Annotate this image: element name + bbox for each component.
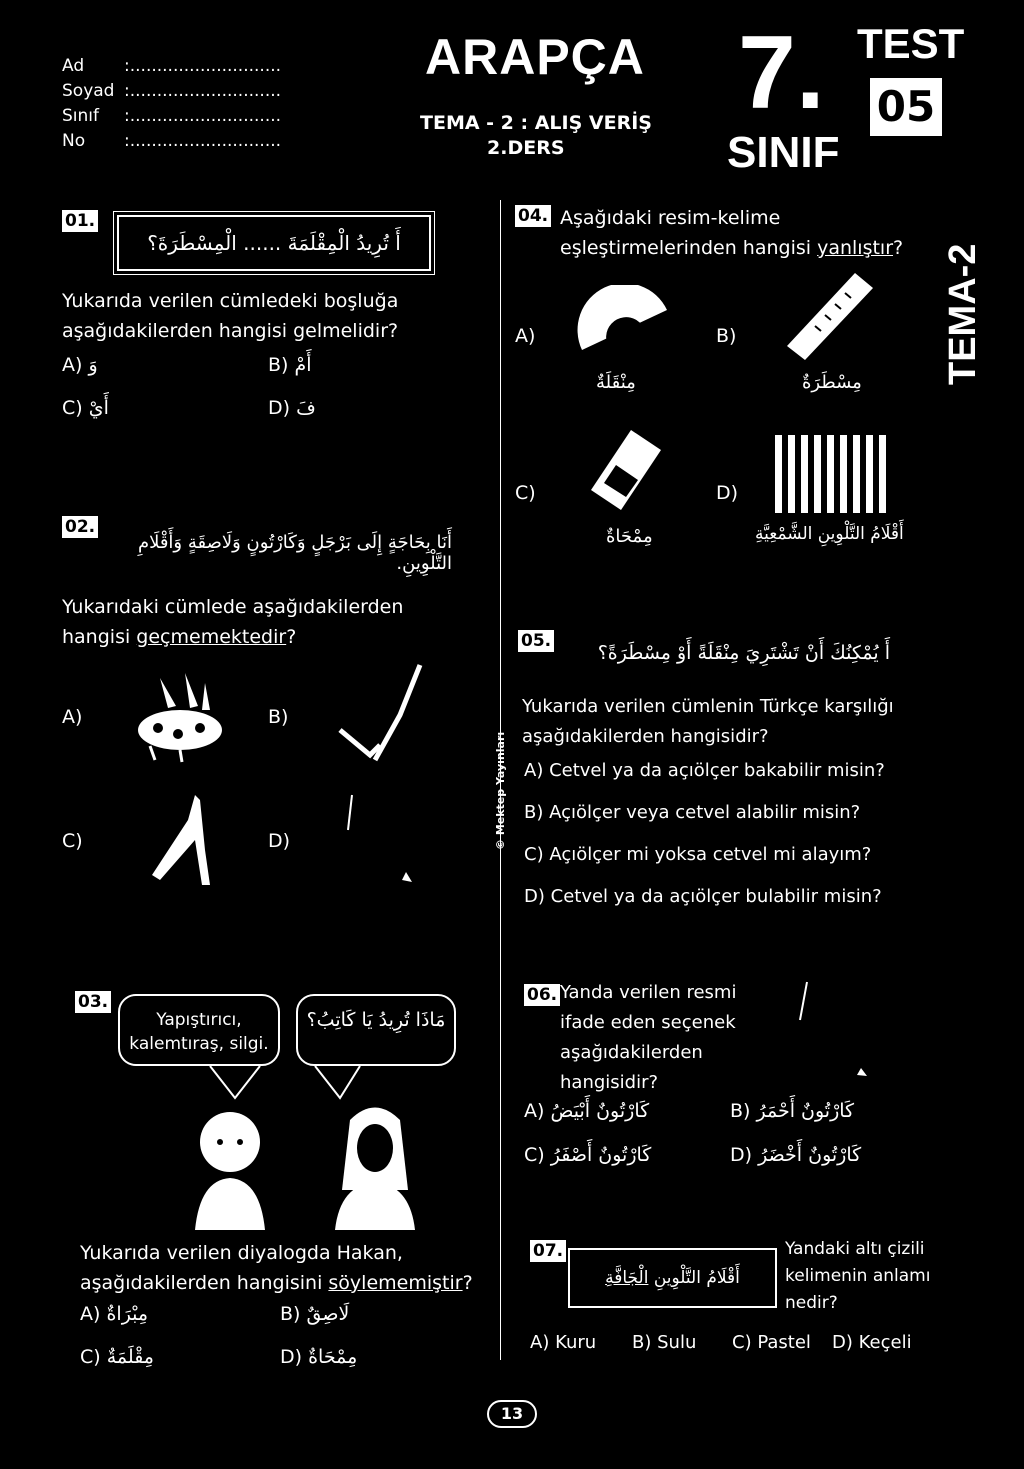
q3-label: 03.	[75, 991, 111, 1013]
field-row: Sınıf :............................	[62, 106, 282, 126]
q6-option-b[interactable]: B) كَارْتُونٌ أَحْمَرُ	[730, 1100, 855, 1122]
q5-option-b[interactable]: B) Açıölçer veya cetvel alabilir misin?	[524, 802, 861, 823]
paint-palette-icon	[130, 668, 230, 763]
compass-icon	[330, 660, 430, 770]
page-number: 13	[487, 1400, 537, 1428]
q1-arabic-box	[117, 215, 431, 271]
cardboard-icon	[140, 790, 220, 890]
test-number: 05	[876, 82, 936, 131]
speech-tails	[200, 1066, 380, 1102]
field-row: No :............................	[62, 131, 282, 151]
q3-option-d[interactable]: D) مِمْحَاةٌ	[280, 1346, 358, 1368]
grade-word: SINIF	[727, 128, 840, 177]
grade-number: 7.	[738, 15, 825, 131]
publisher-mark: © Mektep Yayınları	[494, 731, 507, 850]
q4-option-b-word: مِسْطَرَةٌ	[802, 372, 862, 393]
crayons-icon	[770, 425, 895, 515]
q7-arabic-phrase: أَقْلَامُ التَّلْوِينِ الْجَافَّةِ	[605, 1268, 740, 1288]
q7-label: 07.	[530, 1240, 566, 1262]
glue-stick-icon	[340, 790, 420, 890]
q2-option-c[interactable]: C)	[62, 830, 83, 852]
q1-option-c[interactable]: C) أَيْ	[62, 397, 109, 419]
q1-option-b[interactable]: B) أَمْ	[268, 354, 312, 376]
q7-option-a[interactable]: A) Kuru	[530, 1332, 597, 1353]
q7-option-c[interactable]: C) Pastel	[732, 1332, 811, 1353]
q3-question-text: Yukarıda verilen diyalogda Hakan, aşağıdakilerden hangisini söylememiştir?	[80, 1242, 473, 1294]
q6-option-d[interactable]: D) كَارْتُونٌ أَخْضَرُ	[730, 1144, 862, 1166]
q4-option-a-word: مِنْقَلَةٌ	[596, 372, 636, 393]
q5-option-d[interactable]: D) Cetvel ya da açıölçer bulabilir misin?	[524, 886, 882, 907]
q4-label: 04.	[515, 205, 551, 227]
q2-label: 02.	[62, 516, 98, 538]
subject-title: ARAPÇA	[425, 29, 645, 85]
q4-option-b[interactable]: B)	[716, 325, 737, 347]
field-row: Soyad :............................	[62, 81, 282, 101]
q6-question-text: Yanda verilen resmi ifade eden seçenek aşağıdakilerden hangisidir?	[560, 982, 737, 1093]
student-info	[62, 54, 281, 154]
q4-option-d-word: أَقْلَامُ التَّلْوِينِ الشَّمْعِيَّةِ	[755, 524, 904, 544]
test-number-box	[870, 78, 942, 136]
q1-option-d[interactable]: D) فَ	[268, 397, 316, 419]
q5-question-text: Yukarıda verilen cümlenin Türkçe karşılığı aşağıdakilerden hangisidir?	[522, 696, 894, 747]
q4-question-text: Aşağıdaki resim-kelime eşleştirmelerinden hangisi yanlıştır?	[560, 207, 904, 259]
q2-option-a[interactable]: A)	[62, 706, 83, 728]
q7-option-b[interactable]: B) Sulu	[632, 1332, 697, 1353]
q1-option-a[interactable]: A) وَ	[62, 354, 98, 376]
q2-option-d[interactable]: D)	[268, 830, 291, 852]
field-row: Ad :............................	[62, 56, 282, 76]
q7-option-d[interactable]: D) Keçeli	[832, 1332, 912, 1353]
q1-arabic-sentence: أَ تُرِيدُ الْمِقْلَمَةَ ...... الْمِسْطَرَةَ؟	[147, 231, 401, 255]
q6-option-c[interactable]: C) كَارْتُونٌ أَصْفَرُ	[524, 1144, 652, 1166]
q5-arabic-sentence: أَ يُمْكِنُكَ أَنْ تَشْتَرِيَ مِنْقَلَةً أَوْ مِسْطَرَةً؟	[597, 642, 890, 664]
q5-label: 05.	[518, 630, 554, 652]
protractor-icon	[572, 285, 672, 355]
q3-speech-bubble-left: Yapıştırıcı, kalemtıraş, silgi.	[118, 994, 280, 1066]
eraser-icon	[586, 425, 666, 515]
q5-option-c[interactable]: C) Açıölçer mi yoksa cetvel mi alayım?	[524, 844, 872, 865]
q3-option-c[interactable]: C) مِقْلَمَةٌ	[80, 1346, 154, 1368]
q7-question-text: Yandaki altı çizili kelimenin anlamı nedir?	[785, 1239, 931, 1313]
side-tab: TEMA-2	[942, 243, 984, 385]
q3-option-a[interactable]: A) مِبْرَاةٌ	[80, 1303, 149, 1325]
q7-arabic-box	[568, 1248, 777, 1308]
q6-label: 06.	[524, 984, 560, 1006]
q3-option-b[interactable]: B) لَاصِقٌ	[280, 1303, 350, 1325]
q4-option-a[interactable]: A)	[515, 325, 536, 347]
red-cardboard-icon	[775, 980, 885, 1080]
q5-option-a[interactable]: A) Cetvel ya da açıölçer bakabilir misin?	[524, 760, 885, 781]
q2-option-b[interactable]: B)	[268, 706, 289, 728]
q4-option-d[interactable]: D)	[716, 482, 739, 504]
q1-question-text: Yukarıda verilen cümledeki boşluğa aşağıdakilerden hangisi gelmelidir?	[62, 290, 399, 342]
ruler-icon	[785, 268, 875, 363]
q1-label: 01.	[62, 210, 98, 232]
q4-option-c[interactable]: C)	[515, 482, 536, 504]
q3-speech-bubble-right: مَاذَا تُرِيدُ يَا كَاتِبُ؟	[296, 994, 456, 1066]
theme-title: TEMA - 2 : ALIŞ VERİŞ	[420, 112, 652, 134]
test-label: TEST	[857, 20, 965, 67]
q4-option-c-word: مِمْحَاةٌ	[606, 526, 653, 547]
boy-avatar-icon	[175, 1100, 285, 1230]
lesson-title: 2.DERS	[487, 137, 565, 159]
q2-question-text: Yukarıdaki cümlede aşağıdakilerden hangisi geçmemektedir?	[62, 596, 404, 648]
q6-option-a[interactable]: A) كَارْتُونٌ أَبْيَضُ	[524, 1100, 650, 1122]
q2-arabic-sentence: أَنَا بِحَاجَةٍ إِلَى بَرْجَلٍ وَكَارْتُونٍ وَلَاصِقَةٍ وَأَقْلَامِ التَّلْوِينِ.	[137, 532, 452, 574]
girl-avatar-icon	[320, 1100, 430, 1230]
